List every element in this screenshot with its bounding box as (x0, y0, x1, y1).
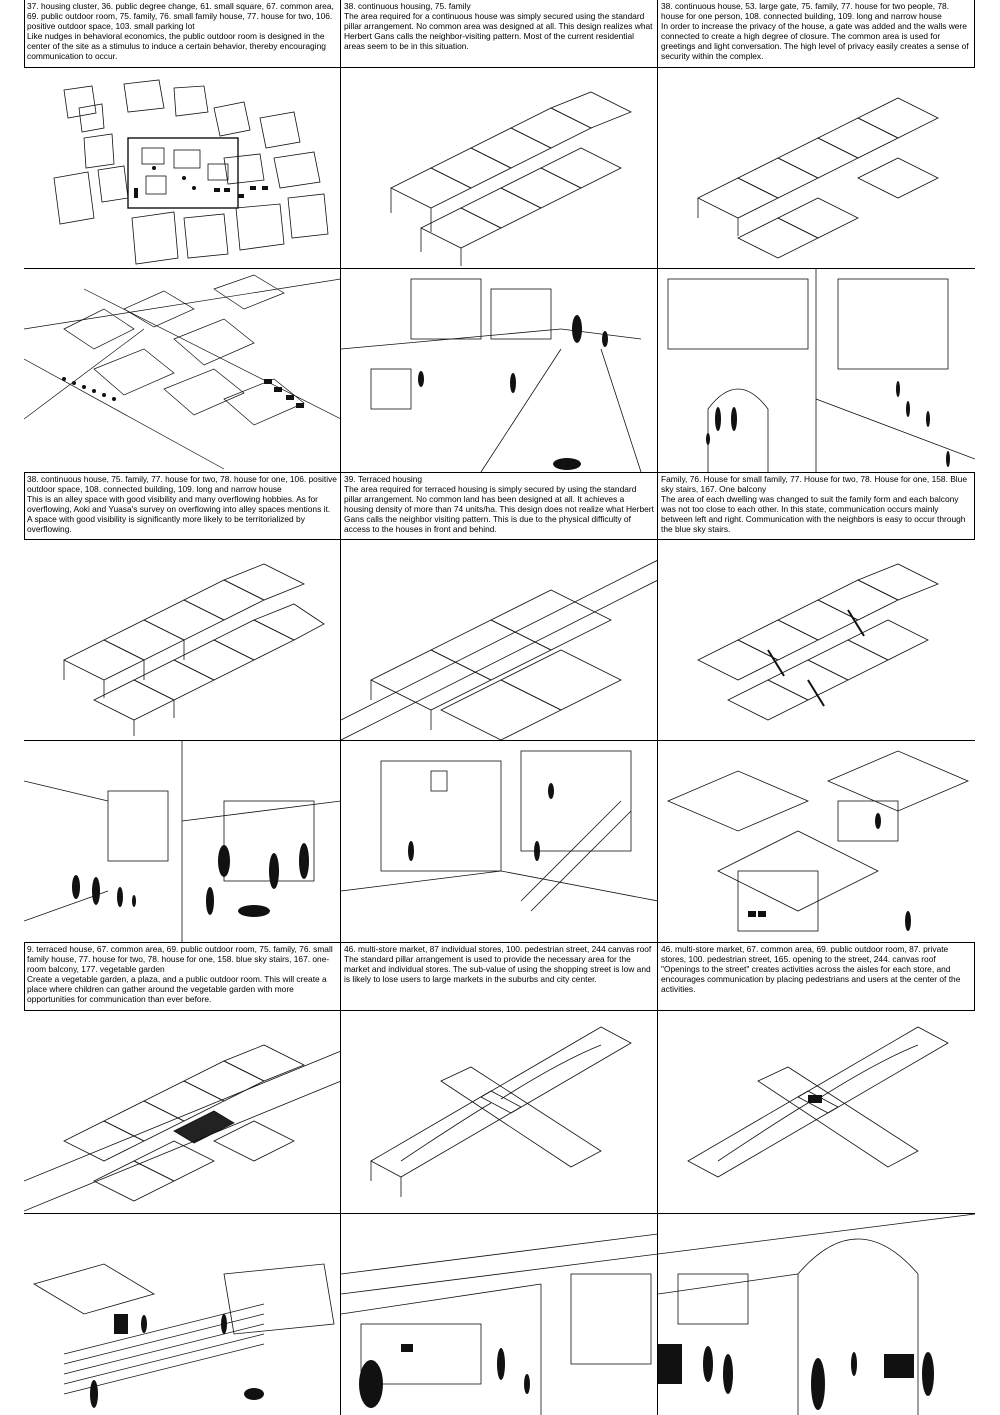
caption-heading: 46. multi-store market, 87 individual stores, 100. pedestrian street, 244 canvas roof (344, 944, 652, 954)
continuous-housing-axonometric (341, 68, 658, 269)
caption-heading: Family, 76. House for small family, 77. House for two, 78. House for one, 158. Blue sky stairs, 167. One balcony (661, 474, 967, 494)
caption-heading: 39. Terraced housing (344, 474, 423, 484)
column-right (658, 0, 975, 1415)
caption-body: The area required for a continuous house was simply secured using the standard pillar arrangement. No common area was designed at all. This design realizes what Herbert Gans calls the neighbor-visiting pattern. Most of the current residential areas seem to be in this situation. (344, 11, 653, 51)
open-market-axonometric (658, 1011, 975, 1214)
caption-heading: 38. continuous house, 53. large gate, 75. family, 77. house for two people, 78. house for one person, 108. connected building, 109. long and narrow house (661, 1, 950, 21)
aerial-cluster-perspective (24, 269, 341, 473)
caption-terraced-housing (341, 473, 658, 540)
caption-vegetable-garden (24, 943, 341, 1011)
market-axonometric (341, 1011, 658, 1214)
caption-body: This is an alley space with good visibility and many overflowing hobbies. As for overflowing, Aoki and Yuasa's survey on overflowing into alley spaces mentions it. A space with good visibility is significantly more likely to be territorialized by overflowing. (27, 494, 331, 534)
caption-body: Like nudges in behavioral economics, the public outdoor room is designed in the center of the site as a stimulus to induce a certain behavior, thereby encouraging communication to occur. (27, 31, 326, 61)
column-left (24, 0, 341, 1415)
terraced-housing-perspective (341, 741, 658, 943)
caption-heading: 38. continuous housing, 75. family (344, 1, 471, 11)
caption-body: The area of each dwelling was changed to suit the family form and each balcony was not too close to each other. In this state, communication occurs mainly between left and right. Communication with the neighbors is easy to occur through the blue sky stairs. (661, 494, 966, 534)
gated-housing-perspective (658, 269, 975, 473)
caption-heading: 37. housing cluster, 36. public degree change, 61. small square, 67. common area, 69. public outdoor room, 75. family, 76. small family house, 77. house for two, 106. positive outdoor space, 103. small parking lot (27, 1, 334, 31)
open-market-perspective (658, 1214, 975, 1415)
design-sheet (24, 0, 975, 1415)
gated-housing-axonometric (658, 68, 975, 269)
market-perspective (341, 1214, 658, 1415)
terraced-housing-axonometric (341, 540, 658, 741)
continuous-housing-perspective (341, 269, 658, 473)
caption-heading: 9. terraced house, 67. common area, 69. public outdoor room, 75. family, 76. small family house, 77. house for two, 78. house for one, 158. blue sky stairs, 167. one-room balcony, 177. vegetable garden (27, 944, 333, 974)
site-plan-drawing (24, 68, 341, 269)
caption-heading: 46. multi-store market, 67. common area, 69. public outdoor room, 87. private stores, 100. pedestrian street, 165. opening to the street, 244. canvas roof (661, 944, 949, 964)
caption-housing-cluster (24, 0, 341, 68)
caption-body: Create a vegetable garden, a plaza, and a public outdoor room. This will create a place where children can gather around the vegetable garden with more opportunities for communication than ever before. (27, 974, 327, 1004)
caption-heading: 38. continuous house, 75. family, 77. house for two, 78. house for one, 106. positive outdoor space, 108. connected building, 109. long and narrow house (27, 474, 337, 494)
caption-continuous-housing (341, 0, 658, 68)
garden-terrace-axonometric (24, 1011, 341, 1214)
caption-continuous-house-gate (658, 0, 975, 68)
caption-body: The area required for terraced housing is simply secured by using the standard pillar arrangement. No common land has been designed at all. It achieves a housing density of more than 74 units/ha. This design does not realize what Herbert Gans calls the neighbor visiting pattern. This is due to the physical difficulty of access to the houses in front and behind. (344, 484, 654, 534)
caption-multi-store-market (341, 943, 658, 1011)
caption-blue-sky-stairs (658, 473, 975, 540)
caption-openings-to-street (658, 943, 975, 1011)
alley-interior-perspective (24, 741, 341, 943)
balcony-housing-axonometric (658, 540, 975, 741)
caption-body: In order to increase the privacy of the house, a gate was added and the walls were connected to create a high degree of closure. The common area is used for greetings and light conversation. The high level of privacy easily creates a sense of security within the complex. (661, 21, 969, 61)
garden-plaza-perspective (24, 1214, 341, 1415)
caption-body: The standard pillar arrangement is used to provide the necessary area for the market and individual stores. The sub-value of using the shopping street is low and is likely to lose users to large markets in the suburbs and city center. (344, 954, 651, 984)
caption-body: "Openings to the street" creates activities across the aisles for each store, and encourages communication by placing pedestrians and users at the center of the activities. (661, 964, 961, 994)
alley-housing-axonometric (24, 540, 341, 741)
column-middle (341, 0, 658, 1415)
balcony-housing-perspective (658, 741, 975, 943)
caption-alley-space (24, 473, 341, 540)
